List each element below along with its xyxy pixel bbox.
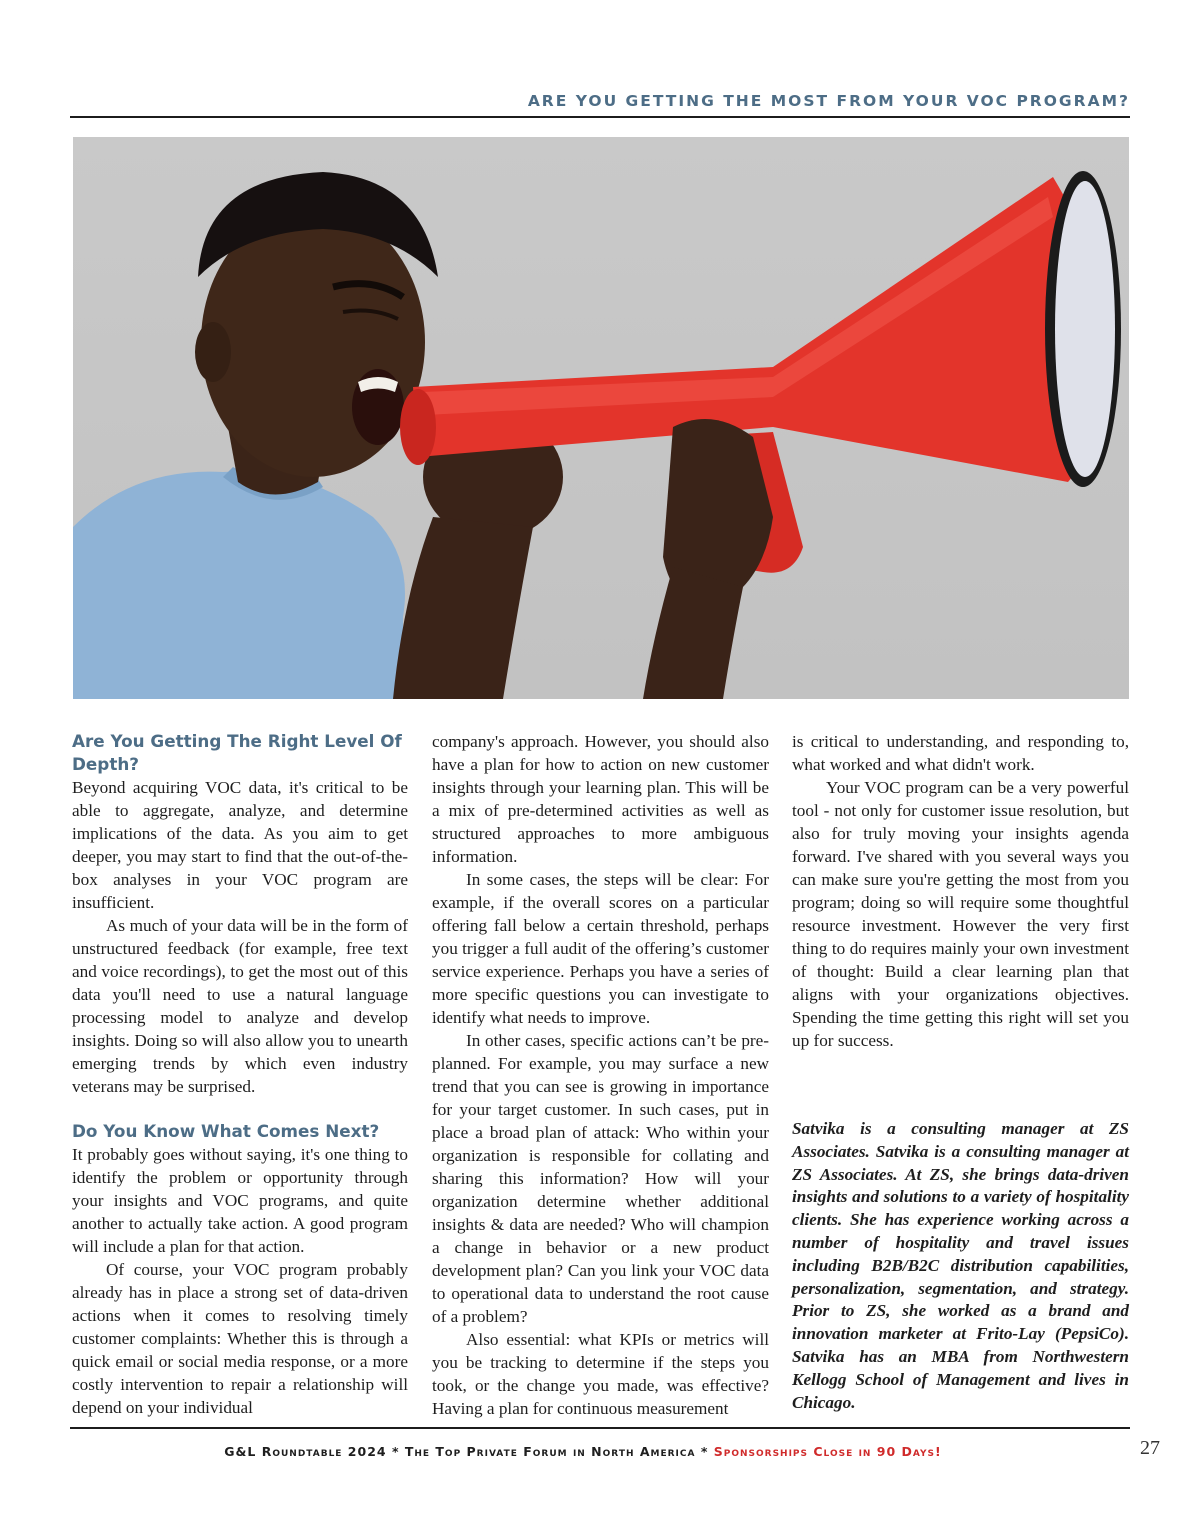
top-rule [70,116,1130,118]
paragraph: is critical to understanding, and responding to, what worked and what didn't work. [792,732,1129,774]
running-head: ARE YOU GETTING THE MOST FROM YOUR VOC PROGRAM? [527,92,1130,110]
footer-banner [70,1444,1096,1459]
paragraph: Also essential: what KPIs or metrics will you be tracking to determine if the steps you took, or the change you made, was effective? Having a plan for continuous measurement [432,1330,769,1418]
paragraph: Of course, your VOC program probably already has in place a strong set of data-driven actions when it comes to resolving timely customer complaints: Whether this is through a quick email or social media response, or a more costly intervention to repair a relationship will depend on your individual [72,1260,408,1417]
section-heading: Are You Getting The Right Level Of Depth? [72,731,402,774]
section-heading: Do You Know What Comes Next? [72,1121,380,1141]
paragraph: In some cases, the steps will be clear: For example, if the overall scores on a particular offering fall below a certain threshold, perhaps you trigger a full audit of the offering’s customer service experience. Perhaps you have a series of more specific questions you can investigate to identify what needs to improve. [432,870,769,1027]
paragraph: In other cases, specific actions can’t be pre-planned. For example, you may surface a new trend that you can see is growing in importance for your target customer. In such cases, put in place a broad plan of attack: Who within your organization is responsible for collating and sharing this information? How will your organization determine whether additional insights & data are needed? Who will champion a change in behavior or a new product development plan? Can you link your VOC data to operational data to understand the root cause of a problem? [432,1031,769,1326]
hero-image [73,137,1129,699]
footer-promo: Sponsorships Close in 90 Days! [713,1444,942,1459]
paragraph: As much of your data will be in the form of unstructured feedback (for example, free text and voice recordings), to get the most out of this data you'll need to use a natural language processing model to analyze and develop insights. Doing so will also allow you to unearth emerging trends by which even industry veterans may be surprised. [72,916,408,1096]
paragraph: It probably goes without saying, it's one thing to identify the problem or opportunity through your insights and VOC programs, and quite another to actually take action. A good program will include a plan for that action. [72,1145,408,1256]
article-column-1 [72,730,408,1419]
article-column-3 [792,730,1129,1052]
paragraph: Your VOC program can be a very powerful tool - not only for customer issue resolution, but also for truly moving your insights agenda forward. I've shared with you several ways you can make sure you're getting the most from you program; doing so will require some thoughtful resource investment. However the very first thing to do requires mainly your own investment of thought: Build a clear learning plan that aligns with your organizations objectives. Spending the time getting this right will set you up for success. [792,778,1129,1050]
footer-text: G&L Roundtable 2024 * The Top Private Forum in North America * [224,1444,714,1459]
megaphone-photo-icon [73,137,1129,699]
article-column-2 [432,730,769,1420]
author-bio: Satvika is a consulting manager at ZS Associates. Satvika is a consulting manager at ZS Associates. At ZS, she brings data-driven insights and solutions to a variety of hospitality clients. She has experience working across a number of hospitality and travel issues including B2B/B2C distribution capabilities, personalization, segmentation, and strategy. Prior to ZS, she worked as a brand and innovation marketer at Frito-Lay (PepsiCo). Satvika has an MBA from Northwestern Kellogg School of Management and lives in Chicago. [792,1119,1129,1412]
paragraph: Beyond acquiring VOC data, it's critical to be able to aggregate, analyze, and determine implications of the data. As you aim to get deeper, you may start to find that the out-of-the-box analyses in your VOC program are insufficient. [72,778,408,912]
paragraph: company's approach. However, you should also have a plan for how to action on new customer insights through your learning plan. This will be a mix of pre-determined activities as well as structured approaches to more ambiguous information. [432,732,769,866]
bottom-rule [70,1427,1130,1429]
page-number: 27 [1140,1437,1160,1459]
